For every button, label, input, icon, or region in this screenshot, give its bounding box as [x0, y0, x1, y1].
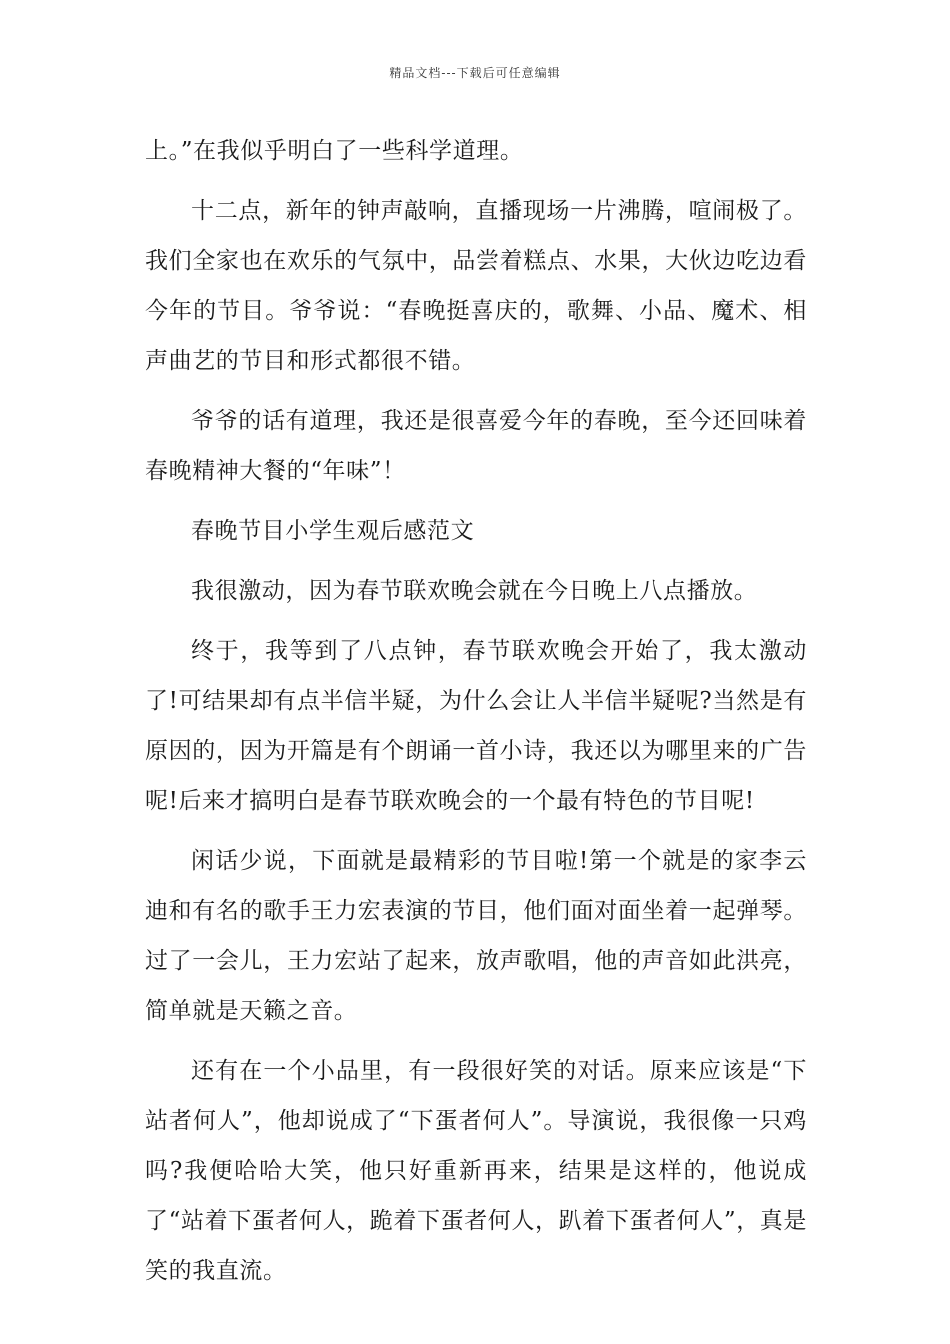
document-body: [145, 126, 807, 1306]
paragraph-continuation: 上。”在我似乎明白了一些科学道理。: [145, 138, 524, 164]
paragraph-grandpa: 爷爷的话有道理，我还是很喜爱今年的春晚，至今还回味着春晚精神大餐的“年味”！: [145, 408, 807, 484]
paragraph-midnight: 十二点，新年的钟声敲响，直播现场一片沸腾，喧闹极了。我们全家也在欢乐的气氛中，品尝着糕点、水果，大伙边吃边看今年的节目。爷爷说：“春晚挺喜庆的，歌舞、小品、魔术、相声曲艺的节目和形式都很不错。: [145, 198, 807, 374]
paragraph-sketch: 还有在一个小品里，有一段很好笑的对话。原来应该是“下站者何人”，他却说成了“下蛋者何人”。导演说，我很像一只鸡吗?我便哈哈大笑，他只好重新再来，结果是这样的，他说成了“站着下蛋者何人，跪着下蛋者何人，趴着下蛋者何人”，真是笑的我直流。: [145, 1058, 807, 1284]
section-title: 春晚节目小学生观后感范文: [191, 518, 475, 544]
paragraph-excited: 我很激动，因为春节联欢晚会就在今日晚上八点播放。: [191, 578, 758, 604]
paragraph-finally: 终于，我等到了八点钟，春节联欢晚会开始了，我太激动了!可结果却有点半信半疑，为什么会让人半信半疑呢?当然是有原因的，因为开篇是有个朗诵一首小诗，我还以为哪里来的广告呢!后来才搞明白是春节联欢晚会的一个最有特色的节目呢!: [145, 638, 807, 814]
page-header: 精品文档---下载后可任意编辑: [389, 66, 561, 80]
paragraph-performance: 闲话少说，下面就是最精彩的节目啦!第一个就是的家李云迪和有名的歌手王力宏表演的节目，他们面对面坐着一起弹琴。过了一会儿，王力宏站了起来，放声歌唱，他的声音如此洪亮，简单就是天籁之音。: [145, 848, 807, 1024]
